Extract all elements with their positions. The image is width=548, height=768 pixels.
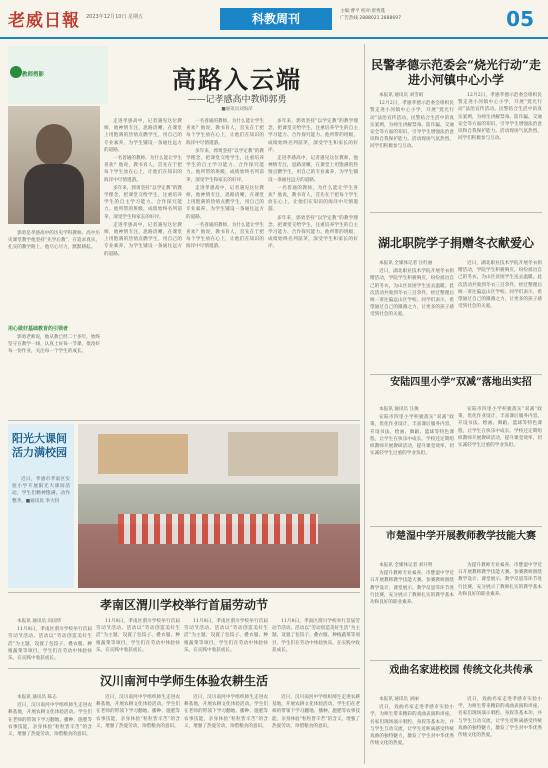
article-e-body: 11月8日，孝南区渭川学校举行首届劳动节活动。活动以“劳动创造美好生活”为主题，设置了包饺子、叠衣服、种植蔬菜等项目，学生们在劳动中体验快乐，在实践中收获成长。 (8, 627, 92, 662)
article-e-body: 11月8日，孝南区渭川学校举行首届劳动节活动。活动以“劳动创造美好生活”为主题，设置了包饺子、叠衣服、种植蔬菜等项目，学生们在劳动中体验快乐，在实践中收获成长。 (184, 619, 268, 653)
sidebar-heading: 用心做好基础教育的引领者 (8, 326, 69, 332)
article-g-body: 近日，戏曲名家走进孝感市实验小学，为师生带来精彩的戏曲表演和讲座。名家们现场演示唱腔、身段等基本功，并与学生互动交流，让学生近距离感受传统戏曲的独特魅力，激发了学生对中华优秀传统文化的热爱。 (370, 705, 454, 747)
sidebar-text (8, 334, 100, 416)
divider (8, 592, 360, 593)
article-e-title: 孝南区渭川学校举行首届劳动节 (99, 598, 268, 612)
article-b-text-1 (370, 260, 454, 370)
divider (8, 420, 360, 421)
article-c-body: 安陆市四里小学积极落实“双减”政策，优化作业设计，丰富课后服务内容，开设书法、绘画、舞蹈、篮球等特色课程，让学生在快乐中成长。学校还定期组织教师开展教研活动，提升课堂效率，切实减轻学生过重的学业负担。 (458, 407, 542, 449)
lead-paragraph: 走进孝感高中，记者遇见这位教师，他神情专注，思路清晰，在课堂上用饱满的热情点燃学生，用自己的专业素养，为学生铺设一条通往远方的道路。 (268, 156, 358, 183)
article-f-body: 近日，汉川南河中学组织师生走进农耕基地，开展农耕文化体验活动。学生们在老师的带领下学习翻地、播种、施肥等农事技能，亲身体验“粒粒皆辛苦”的含义，增强了热爱劳动、珍惜粮食的意识。 (8, 703, 92, 738)
article-f-text-2 (96, 694, 180, 764)
article-d-text-1 (370, 562, 454, 658)
lead-paragraph: 多年来，郭勇坚持“以学定教”的教学理念，把课堂交给学生，注重培养学生的自主学习能力、合作探究能力。他所带的班级，成绩始终名列前茅，深受学生和家长的好评。 (104, 185, 182, 220)
article-d-title: 市楚湿中学开展教师教学技能大赛 (386, 531, 536, 542)
lead-paragraph: 多年来，郭勇坚持“以学定教”的教学理念，把课堂交给学生，注重培养学生的自主学习能力、合作探究能力。他所带的班级，成绩始终名列前茅，深受学生和家长的好评。 (186, 148, 264, 183)
masthead (0, 0, 548, 40)
article-f-byline: 本报讯 通讯员 陈志 (17, 695, 57, 700)
lead-paragraph: 一名普通的教师，为什么能让学生喜欢？他说，教书育人，首先在于把每个学生放在心上，让他们在知识的海洋中尽情遨游。 (268, 185, 358, 213)
section-title: 科教周刊 (220, 8, 332, 30)
lead-paragraph: 多年来，郭勇坚持“以学定教”的教学理念，把课堂交给学生，注重培养学生的自主学习能力、合作探究能力。他所带的班级，成绩始终名列前茅，深受学生和家长的好评。 (268, 119, 358, 153)
article-f-text-1 (8, 694, 92, 764)
issue-date: 2023年12月10日 星期五 (86, 14, 144, 20)
editor-info (340, 8, 480, 22)
lead-title: 高路入云端 (172, 65, 302, 94)
article-f-text-3 (184, 694, 268, 764)
article-b-body: 近日，湖北职业技术学院开展冬衣捐赠活动，学院学生积极响应，纷纷捐出自己的冬衣，为山区贫困学生送去温暖。此次活动共收到冬衣三百余件，经过整理后统一寄往偏远山区学校。同学们表示，希望通过自己的微薄之力，让更多的孩子感受到社会的关爱。 (370, 269, 454, 318)
photo-feature-box (8, 424, 74, 588)
portrait-caption-text: 郭勇是孝感高中的历史学科教师。高中历史课堂教学他坚持“先学后教”，在追求真实、扎实的教学路上，他尽心尽力，默默耕耘。 (8, 231, 100, 251)
article-f-body: 近日，汉川南河中学组织师生走进农耕基地，开展农耕文化体验活动。学生们在老师的带领下学习翻地、播种、施肥等农事技能，亲身体验“粒粒皆辛苦”的含义，增强了热爱劳动、珍惜粮食的意识。 (272, 695, 360, 729)
photo-feature-label: 阳光大课间 活力满校园 (12, 432, 67, 459)
article-f-body: 近日，汉川南河中学组织师生走进农耕基地，开展农耕文化体验活动。学生们在老师的带领下学习翻地、播种、施肥等农事技能，亲身体验“粒粒皆辛苦”的含义，增强了热爱劳动、珍惜粮食的意识。 (184, 695, 268, 729)
article-e-text-3 (184, 618, 268, 666)
divider (370, 526, 542, 527)
photo-feature-caption-text: 近日，孝感市孝南区实验小学开展阳光大课间活动，学生们精神饱满，动作整齐。■通讯员 李大钊 (12, 477, 70, 504)
lead-paragraph: 一名普通的教师，为什么能让学生喜欢？他说，教书育人，首先在于把每个学生放在心上，让他们在知识的海洋中尽情遨游。 (186, 119, 264, 146)
article-e-byline: 本报讯 通讯员 向国华 (17, 619, 62, 624)
article-b-text-2 (458, 260, 542, 370)
article-a-body: 12月2日，孝感孝德示范委会组织民警走进小河镇中心小学，开展“烧光行动”法治宣传活动。民警结合生活中的真实案例，为师生讲解禁毒、防诈骗、交通安全等方面的知识，引导学生增强法治意识和自我保护能力。活动现场气氛热烈，同学们积极参与互动。 (458, 93, 542, 142)
column-divider (364, 44, 365, 764)
article-e-text-2 (96, 618, 180, 666)
portrait-head-shape (36, 124, 72, 166)
schoolyard-photo (78, 424, 360, 588)
article-d-body: 为提升教师专业素养，市楚湿中学近日开展教师教学技能大赛。参赛教师围绕教学设计、课堂展示、教学反思等环节进行比赛，充分展示了教师扎实的教学基本功和良好的职业素养。 (370, 571, 454, 606)
divider (370, 660, 542, 661)
divider (370, 374, 542, 375)
lead-column-3 (268, 118, 358, 416)
lead-paragraph: 一名普通的教师，为什么能让学生喜欢？他说，教书育人，首先在于把每个学生放在心上，让他们在知识的海洋中尽情遨游。 (104, 156, 182, 183)
article-f-body: 近日，汉川南河中学组织师生走进农耕基地，开展农耕文化体验活动。学生们在老师的带领下学习翻地、播种、施肥等农事技能，亲身体验“粒粒皆辛苦”的含义，增强了热爱劳动、珍惜粮食的意识。 (96, 695, 180, 729)
article-b-title: 湖北职院学子捐赠冬衣献爱心 (377, 236, 534, 250)
divider (370, 212, 542, 213)
header-rule (0, 37, 548, 39)
lead-paragraph: 走进孝感高中，记者遇见这位教师，他神情专注，思路清晰，在课堂上用饱满的热情点燃学生，用自己的专业素养，为学生铺设一条通往远方的道路。 (104, 222, 182, 257)
article-f-title: 汉川南河中学师生体验农耕生活 (99, 674, 268, 688)
editor-line: 主编:曹平 校对:唐秀蔓 (340, 9, 385, 14)
article-a-text-1 (370, 92, 454, 210)
portrait-caption (8, 230, 100, 320)
article-e-text-1 (8, 618, 92, 666)
article-c-text-1 (370, 406, 454, 524)
building-block-shape (98, 434, 188, 474)
lead-paragraph: 多年来，郭勇坚持“以学定教”的教学理念，把课堂交给学生，注重培养学生的自主学习能力、合作探究能力。他所带的班级，成绩始终名列前茅，深受学生和家长的好评。 (268, 215, 358, 250)
article-a-byline: 本报讯 通讯员 刘雪娟 (379, 93, 424, 98)
article-e-body: 11月8日，孝南区渭川学校举行首届劳动节活动。活动以“劳动创造美好生活”为主题，设置了包饺子、叠衣服、种植蔬菜等项目，学生们在劳动中体验快乐，在实践中收获成长。 (272, 619, 360, 653)
column-label: 教师剪影 (22, 72, 45, 78)
lead-subtitle: ——记孝感高中教师郭勇 (187, 95, 287, 105)
article-c-title: 安陆四里小学“双减”落地出实招 (390, 377, 532, 388)
photo-feature-caption (12, 476, 70, 584)
article-c-body: 安陆市四里小学积极落实“双减”政策，优化作业设计，丰富课后服务内容，开设书法、绘画、舞蹈、篮球等特色课程，让学生在快乐中成长。学校还定期组织教师开展教研活动，提升课堂效率，切实减轻学生过重的学业负担。 (370, 415, 454, 457)
lead-column-2 (186, 118, 264, 416)
article-b-body: 近日，湖北职业技术学院开展冬衣捐赠活动，学院学生积极响应，纷纷捐出自己的冬衣，为山区贫困学生送去温暖。此次活动共收到冬衣三百余件，经过整理后统一寄往偏远山区学校。同学们表示，希望通过自己的微薄之力，让更多的孩子感受到社会的关爱。 (458, 261, 542, 310)
lead-paragraph: 一名普通的教师，为什么能让学生喜欢？他说，教书育人，首先在于把每个学生放在心上，让他们在知识的海洋中尽情遨游。 (186, 222, 264, 250)
article-f-text-4 (272, 694, 360, 764)
article-a-body: 12月2日，孝感孝德示范委会组织民警走进小河镇中心小学，开展“烧光行动”法治宣传活动。民警结合生活中的真实案例，为师生讲解禁毒、防诈骗、交通安全等方面的知识，引导学生增强法治意识和自我保护能力。活动现场气氛热烈，同学们积极参与互动。 (370, 101, 454, 150)
building-block-shape (228, 432, 338, 476)
portrait-body-shape (24, 164, 84, 224)
article-c-byline: 本报讯 通讯员 汪俊 (379, 407, 419, 412)
article-g-body: 近日，戏曲名家走进孝感市实验小学，为师生带来精彩的戏曲表演和讲座。名家们现场演示唱腔、身段等基本功，并与学生互动交流，让学生近距离感受传统戏曲的独特魅力，激发了学生对中华优秀传统文化的热爱。 (458, 697, 542, 739)
article-d-byline: 本报讯 全媒体记者 刘开明 (379, 563, 433, 568)
students-crowd-shape (118, 514, 318, 544)
article-d-text-2 (458, 562, 542, 658)
lead-paragraph: 走进孝感高中，记者遇见这位教师，他神情专注，思路清晰，在课堂上用饱满的热情点燃学生，用自己的专业素养，为学生铺设一条通往远方的道路。 (186, 185, 264, 220)
column-label-box (8, 46, 108, 104)
ad-line: 广告热线 2888021 2888697 (340, 16, 401, 21)
article-a-title: 民警孝德示范委会“烧光行动”走进小河镇中心小学 (371, 58, 541, 87)
newspaper-logo: 老威日報 (8, 11, 80, 31)
article-a-text-2 (458, 92, 542, 210)
page-number: 05 (506, 7, 534, 31)
article-g-text-2 (458, 696, 542, 764)
lead-byline: ■通讯员刘海萍 (221, 107, 253, 112)
article-c-text-2 (458, 406, 542, 524)
article-b-byline: 本报讯 全媒体记者 汪红丽 (379, 261, 433, 266)
leaf-icon (10, 66, 22, 78)
article-g-title: 戏曲名家进校园 传统文化共传承 (389, 665, 533, 676)
lead-column-1 (104, 118, 182, 416)
article-g-text-1 (370, 696, 454, 764)
article-g-byline: 本报讯 通讯员 刘丽 (379, 697, 419, 702)
teacher-portrait (8, 106, 100, 224)
article-d-body: 为提升教师专业素养，市楚湿中学近日开展教师教学技能大赛。参赛教师围绕教学设计、课堂展示、教学反思等环节进行比赛，充分展示了教师扎实的教学基本功和良好的职业素养。 (458, 563, 542, 597)
article-e-body: 11月8日，孝南区渭川学校举行首届劳动节活动。活动以“劳动创造美好生活”为主题，设置了包饺子、叠衣服、种植蔬菜等项目，学生们在劳动中体验快乐，在实践中收获成长。 (96, 619, 180, 653)
lead-paragraph: 走进孝感高中，记者遇见这位教师，他神情专注，思路清晰，在课堂上用饱满的热情点燃学生，用自己的专业素养，为学生铺设一条通往远方的道路。 (104, 119, 182, 153)
article-e-text-4 (272, 618, 360, 666)
divider (8, 668, 360, 669)
sidebar-paragraph: 郭勇老师说，他从教已经二十多年，始终坚守在教学一线，认真上好每一节课，批改好每一份作业，关注每一个学生的成长。 (8, 335, 100, 355)
